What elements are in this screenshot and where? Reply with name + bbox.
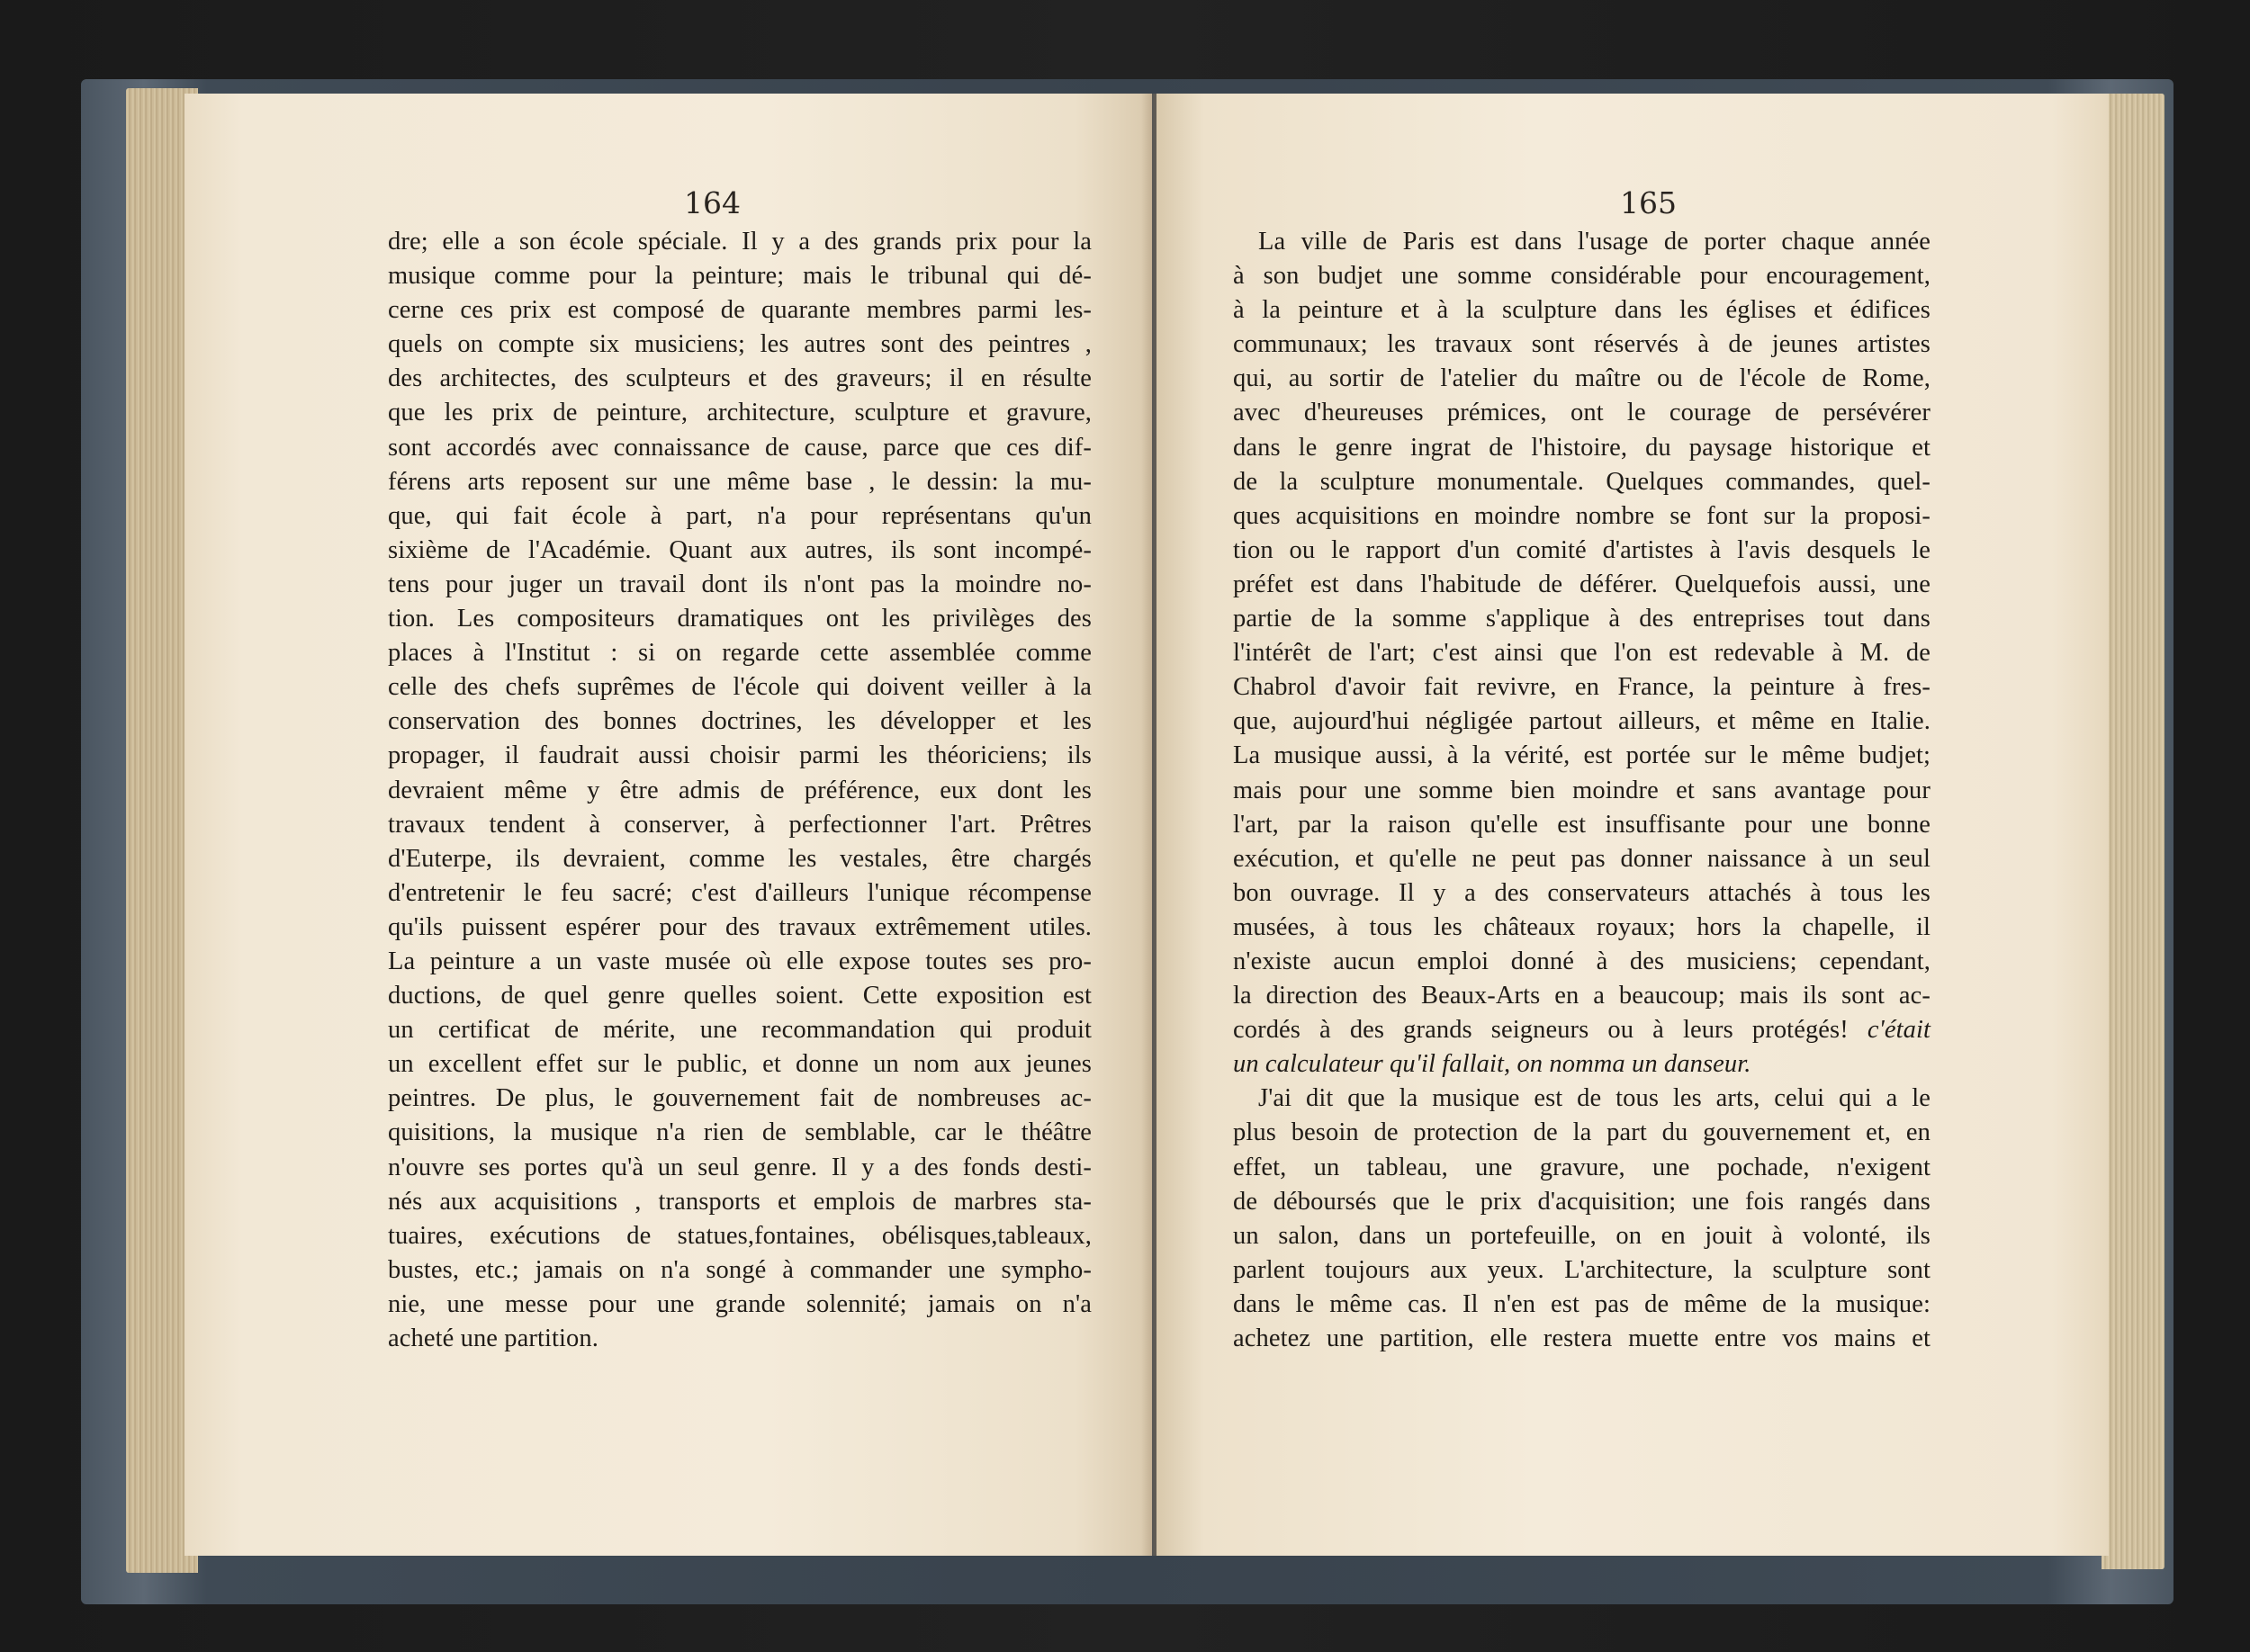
- italic-text: c'était: [1867, 1016, 1931, 1045]
- text-line: Chabrol d'avoir fait revivre, en France, la peinture à fres-: [1233, 673, 1930, 702]
- text-line: propager, il faudrait aussi choisir parmi les théoriciens; ils: [388, 741, 1092, 770]
- text-line: un salon, dans un portefeuille, on en jouit à volonté, ils: [1233, 1221, 1930, 1250]
- text-line: l'art, par la raison qu'elle est insuffisante pour une bonne: [1233, 810, 1930, 839]
- text-line: places à l'Institut : si on regarde cette assemblée comme: [388, 639, 1092, 668]
- italic-text-line: un calculateur qu'il fallait, on nomma un danseur.: [1233, 1050, 1751, 1079]
- text-line: des architectes, des sculpteurs et des graveurs; il en résulte: [388, 364, 1092, 393]
- text-line: un excellent effet sur le public, et donne un nom aux jeunes: [388, 1050, 1092, 1079]
- text-line: parlent toujours aux yeux. L'architecture, la sculpture sont: [1233, 1255, 1930, 1284]
- text-line: La musique aussi, à la vérité, est portée sur le même budjet;: [1233, 741, 1930, 770]
- text-line: peintres. De plus, le gouvernement fait de nombreuses ac-: [388, 1084, 1092, 1113]
- text-line: musique comme pour la peinture; mais le tribunal qui dé-: [388, 262, 1092, 291]
- page-number: 165: [1620, 185, 1677, 220]
- text-line: communaux; les travaux sont réservés à de jeunes artistes: [1233, 330, 1930, 359]
- text-line: travaux tendent à conserver, à perfectionner l'art. Prêtres: [388, 810, 1092, 839]
- text-line: n'existe aucun emploi donné à des musiciens; cependant,: [1233, 947, 1930, 975]
- text-line: n'ouvre ses portes qu'à un seul genre. Il y a des fonds desti-: [388, 1153, 1092, 1181]
- text-line: tuaires, exécutions de statues,fontaines, obélisques,tableaux,: [388, 1221, 1092, 1250]
- text-line: dre; elle a son école spéciale. Il y a des grands prix pour la: [388, 228, 1092, 256]
- left-page: [184, 94, 1152, 1556]
- text-line: nie, une messe pour une grande solennité; jamais on n'a: [388, 1289, 1092, 1318]
- page-text: [1233, 225, 1930, 1356]
- text-line: tion. Les compositeurs dramatiques ont les privilèges des: [388, 605, 1092, 633]
- text-line: achetez une partition, elle restera muette entre vos mains et: [1233, 1324, 1930, 1352]
- page-edges-right: [2102, 94, 2164, 1569]
- text-line: celle des chefs suprêmes de l'école qui doivent veiller à la: [388, 673, 1092, 702]
- page-number: 164: [684, 185, 741, 220]
- text-line: quisitions, la musique n'a rien de semblable, car le théâtre: [388, 1118, 1092, 1147]
- text-line: La peinture a un vaste musée où elle expose toutes ses pro-: [388, 947, 1092, 975]
- text-line: l'intérêt de l'art; c'est ainsi que l'on est redevable à M. de: [1233, 639, 1930, 668]
- text-line: La ville de Paris est dans l'usage de porter chaque année: [1258, 228, 1930, 256]
- text-line: acheté une partition.: [388, 1324, 598, 1352]
- text-line: de déboursés que le prix d'acquisition; une fois rangés dans: [1233, 1187, 1930, 1216]
- text-line: qu'ils puissent espérer pour des travaux extrêmement utiles.: [388, 912, 1092, 941]
- text-line: sixième de l'Académie. Quant aux autres, ils sont incompé-: [388, 535, 1092, 564]
- text-line: d'entretenir le feu sacré; c'est d'ailleurs l'unique récompense: [388, 878, 1092, 907]
- text-line: sont accordés avec connaissance de cause, parce que ces dif-: [388, 433, 1092, 462]
- text-line: cerne ces prix est composé de quarante membres parmi les-: [388, 296, 1092, 325]
- text-line: quels on compte six musiciens; les autres sont des peintres ,: [388, 330, 1092, 359]
- text-line: à son budjet une somme considérable pour encouragement,: [1233, 262, 1930, 291]
- text-line: dans le genre ingrat de l'histoire, du paysage historique et: [1233, 433, 1930, 462]
- text-line: férens arts reposent sur une même base , le dessin: la mu-: [388, 467, 1092, 496]
- text-line: que les prix de peinture, architecture, sculpture et gravure,: [388, 399, 1092, 427]
- text-line: nés aux acquisitions , transports et emplois de marbres sta-: [388, 1187, 1092, 1216]
- text-line: que, qui fait école à part, n'a pour représentans qu'un: [388, 501, 1092, 530]
- text-line: effet, un tableau, une gravure, une pochade, n'exigent: [1233, 1153, 1930, 1181]
- text-line: dans le même cas. Il n'en est pas de même de la musique:: [1233, 1289, 1930, 1318]
- text-line: [1233, 1013, 1930, 1047]
- text-line: mais pour une somme bien moindre et sans avantage pour: [1233, 776, 1930, 804]
- text-line: ductions, de quel genre quelles soient. Cette exposition est: [388, 982, 1092, 1010]
- text-line: tens pour juger un travail dont ils n'ont pas la moindre no-: [388, 570, 1092, 598]
- text-line: à la peinture et à la sculpture dans les églises et édifices: [1233, 296, 1930, 325]
- text-line: préfet est dans l'habitude de déférer. Quelquefois aussi, une: [1233, 570, 1930, 598]
- text-line: de la sculpture monumentale. Quelques commandes, quel-: [1233, 467, 1930, 496]
- text-line: la direction des Beaux-Arts en a beaucoup; mais ils sont ac-: [1233, 982, 1930, 1010]
- text-line: un certificat de mérite, une recommandation qui produit: [388, 1016, 1092, 1045]
- text-line: J'ai dit que la musique est de tous les arts, celui qui a le: [1258, 1084, 1930, 1113]
- text-line: devraient même y être admis de préférence, eux dont les: [388, 776, 1092, 804]
- text-line: d'Euterpe, ils devraient, comme les vestales, être chargés: [388, 844, 1092, 873]
- text-line: qui, au sortir de l'atelier du maître ou de l'école de Rome,: [1233, 364, 1930, 393]
- text-line: musées, à tous les châteaux royaux; hors la chapelle, il: [1233, 912, 1930, 941]
- text-line: bon ouvrage. Il y a des conservateurs attachés à tous les: [1233, 878, 1930, 907]
- text-line: avec d'heureuses prémices, ont le courage de persévérer: [1233, 399, 1930, 427]
- text-line: conservation des bonnes doctrines, les développer et les: [388, 707, 1092, 736]
- page-text: [388, 225, 1092, 1356]
- text-line: ques acquisitions en moindre nombre se font sur la proposi-: [1233, 501, 1930, 530]
- text-line: que, aujourd'hui négligée partout ailleurs, et même en Italie.: [1233, 707, 1930, 736]
- right-page: [1156, 94, 2109, 1556]
- text-line: bustes, etc.; jamais on n'a songé à commander une sympho-: [388, 1255, 1092, 1284]
- text-line: plus besoin de protection de la part du gouvernement et, en: [1233, 1118, 1930, 1147]
- text-line: exécution, et qu'elle ne peut pas donner naissance à un seul: [1233, 844, 1930, 873]
- text-segment: cordés à des grands seigneurs ou à leurs protégés!: [1233, 1016, 1849, 1045]
- text-line: tion ou le rapport d'un comité d'artistes à l'avis desquels le: [1233, 535, 1930, 564]
- text-line: partie de la somme s'applique à des entreprises tout dans: [1233, 605, 1930, 633]
